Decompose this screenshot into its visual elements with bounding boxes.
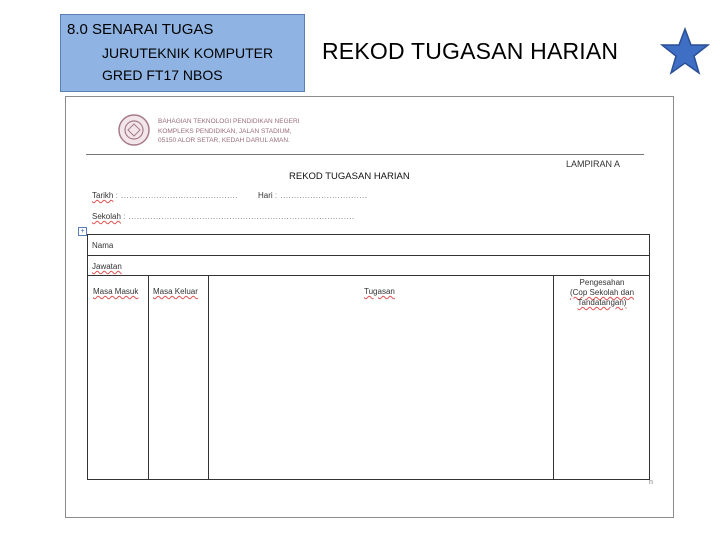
- lampiran-label: LAMPIRAN A: [566, 159, 621, 169]
- sekolah-dots: : ...................................................................................: [123, 212, 355, 221]
- column-header-tugasan: Tugasan: [364, 287, 395, 296]
- section-title-line1: 8.0 SENARAI TUGAS: [67, 21, 214, 38]
- address-line: 05150 ALOR SETAR, KEDAH DARUL AMAN.: [158, 137, 290, 144]
- table-row-divider: [88, 255, 649, 256]
- pengesahan-line: Tandatangan): [577, 298, 627, 307]
- nama-label: Nama: [92, 241, 114, 250]
- table-column-divider: [148, 275, 149, 480]
- address-line: BAHAGIAN TEKNOLOGI PENDIDIKAN NEGERI: [158, 118, 300, 125]
- footer-mark: n: [649, 479, 653, 486]
- organization-logo-icon: [117, 113, 151, 147]
- column-header-masa-keluar: Masa Keluar: [153, 287, 198, 296]
- tarikh-label: Tarikh: [92, 191, 114, 200]
- address-line: KOMPLEKS PENDIDIKAN, JALAN STADIUM,: [158, 127, 292, 135]
- hari-dots: : ................................: [274, 191, 368, 200]
- section-title-box: [60, 14, 305, 92]
- column-header-pengesahan: [554, 278, 650, 308]
- star-icon: [660, 27, 710, 75]
- table-row-divider: [88, 275, 649, 276]
- organization-address: [158, 117, 299, 146]
- table-column-divider: [208, 275, 209, 480]
- jawatan-label: Jawatan: [92, 262, 122, 271]
- hari-label: Hari: [258, 191, 273, 200]
- slide-heading: REKOD TUGASAN HARIAN: [322, 38, 619, 64]
- section-title-line2: JURUTEKNIK KOMPUTER: [102, 45, 274, 61]
- sekolah-label: Sekolah: [92, 212, 121, 221]
- task-record-table: [87, 234, 650, 480]
- tarikh-row: [92, 191, 238, 200]
- document-title: REKOD TUGASAN HARIAN: [289, 171, 410, 182]
- pengesahan-line: (Cop Sekolah dan: [569, 288, 635, 297]
- sekolah-row: [92, 212, 355, 221]
- pengesahan-line: Pengesahan: [579, 278, 625, 287]
- hari-row: [258, 191, 367, 200]
- section-title-line3: GRED FT17 NBOS: [102, 67, 223, 83]
- header-divider: [86, 154, 644, 155]
- table-move-handle-icon[interactable]: +: [78, 227, 87, 236]
- column-header-masa-masuk: Masa Masuk: [93, 287, 139, 296]
- tarikh-dots: : ...........................................: [115, 191, 239, 200]
